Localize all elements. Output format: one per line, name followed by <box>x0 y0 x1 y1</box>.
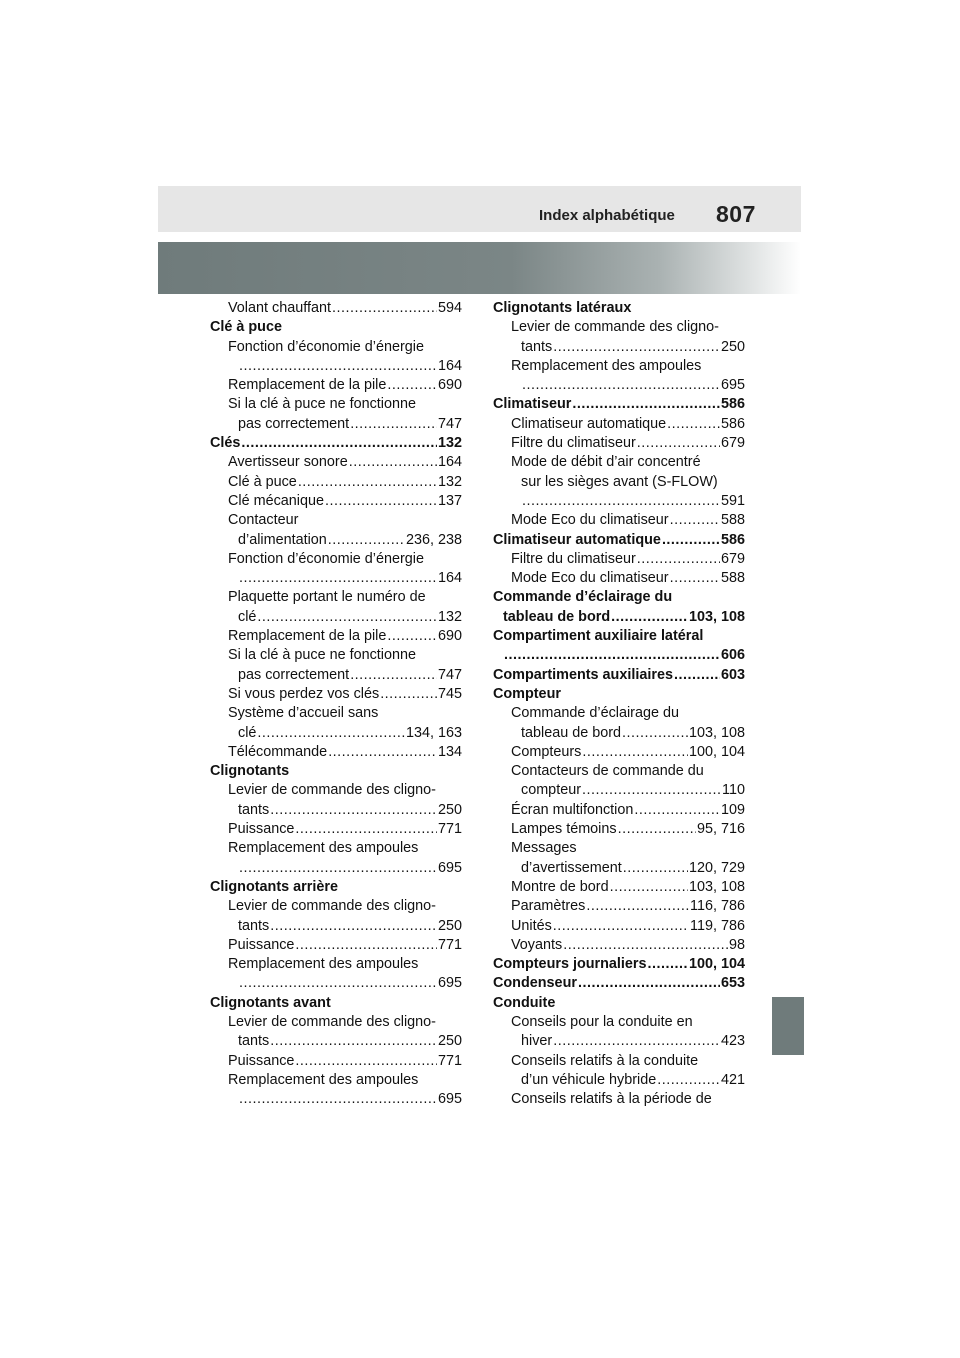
entry-page-ref: 591 <box>720 492 745 509</box>
index-entry <box>210 1071 462 1090</box>
entry-text: pas correctement <box>238 415 350 432</box>
index-entry <box>493 608 745 627</box>
entry-text: Mode de débit d’air concentré <box>511 454 701 471</box>
entry-page-ref: 421 <box>720 1071 745 1088</box>
entry-page-ref: 695 <box>437 975 462 992</box>
index-entry <box>493 704 745 723</box>
entry-page-ref: 119, 786 <box>690 917 745 934</box>
dot-leader <box>350 415 437 434</box>
entry-text: Levier de commande des cligno- <box>228 898 436 915</box>
entry-text: Remplacement des ampoules <box>228 840 419 857</box>
index-entry <box>493 724 745 743</box>
entry-text: Clignotants <box>210 763 290 780</box>
index-entry <box>493 550 745 569</box>
entry-text: tableau de bord <box>521 724 622 741</box>
entry-text: Clignotants avant <box>210 994 331 1011</box>
entry-text: tants <box>238 917 270 934</box>
dot-leader <box>522 376 720 395</box>
entry-text: Si la clé à puce ne fonctionne <box>228 647 417 664</box>
index-entry <box>210 434 462 453</box>
index-entry <box>210 724 462 743</box>
dot-leader <box>295 936 437 955</box>
entry-text: Remplacement des ampoules <box>228 956 419 973</box>
index-entry <box>210 415 462 434</box>
dot-leader <box>380 685 437 704</box>
index-entry <box>210 704 462 723</box>
dot-leader <box>522 492 720 511</box>
entry-text: Puissance <box>228 821 295 838</box>
entry-text: compteur <box>521 782 581 799</box>
entry-text: Filtre du climatiseur <box>511 435 636 452</box>
dot-leader <box>239 1090 437 1109</box>
entry-text: d’alimentation <box>238 531 327 548</box>
entry-text: d’avertissement <box>521 859 622 876</box>
entry-text: sur les sièges avant (S-FLOW) <box>521 473 718 490</box>
index-entry <box>493 646 745 665</box>
entry-page-ref: 695 <box>720 377 745 394</box>
entry-text: Avertisseur sonore <box>228 454 348 471</box>
entry-text: Levier de commande des cligno- <box>228 782 436 799</box>
index-entry <box>210 955 462 974</box>
dot-leader <box>637 550 720 569</box>
dot-leader <box>582 781 721 800</box>
dot-leader <box>610 878 688 897</box>
index-entry <box>493 318 745 337</box>
entry-text: Condenseur <box>493 975 577 992</box>
index-entry <box>493 395 745 414</box>
index-entry <box>493 781 745 800</box>
entry-page-ref: 134 <box>437 743 462 760</box>
index-entry <box>210 897 462 916</box>
entry-text: Si vous perdez vos clés <box>228 685 380 702</box>
entry-text: Climatiseur automatique <box>511 415 667 432</box>
entry-text: Remplacement de la pile <box>228 628 387 645</box>
entry-page-ref: 679 <box>720 550 745 567</box>
entry-page-ref: 103, 108 <box>688 878 745 895</box>
entry-text: Unités <box>511 917 552 934</box>
entry-text: tableau de bord <box>503 608 611 625</box>
entry-page-ref: 747 <box>437 415 462 432</box>
entry-text: Conseils relatifs à la conduite <box>511 1052 699 1069</box>
entry-text: clé <box>238 608 257 625</box>
entry-text: Climatiseur <box>493 396 572 413</box>
entry-page-ref: 586 <box>720 531 745 548</box>
index-entry <box>210 839 462 858</box>
index-entry <box>210 936 462 955</box>
index-entry <box>493 492 745 511</box>
entry-page-ref: 653 <box>720 975 745 992</box>
entry-text: tants <box>238 1033 270 1050</box>
entry-text: clé <box>238 724 257 741</box>
entry-text: Compteurs journaliers <box>493 956 647 973</box>
index-entry <box>210 395 462 414</box>
entry-text: Montre de bord <box>511 878 609 895</box>
entry-page-ref: 116, 786 <box>690 898 745 915</box>
dot-leader <box>563 936 728 955</box>
entry-page-ref: 132 <box>437 473 462 490</box>
index-entry <box>210 453 462 472</box>
index-entry <box>210 550 462 569</box>
entry-text: Compteur <box>493 685 561 702</box>
index-entry <box>493 839 745 858</box>
entry-page-ref: 250 <box>437 917 462 934</box>
entry-text: Clignotants latéraux <box>493 300 632 316</box>
dot-leader <box>239 859 437 878</box>
index-entry <box>210 627 462 646</box>
entry-page-ref: 771 <box>437 936 462 953</box>
index-column-left <box>210 299 462 1109</box>
index-entry <box>210 917 462 936</box>
entry-page-ref: 606 <box>720 647 745 664</box>
entry-text: d’un véhicule hybride <box>521 1071 657 1088</box>
dot-leader <box>623 859 688 878</box>
dot-leader <box>553 338 720 357</box>
dot-leader <box>611 608 688 627</box>
index-entry <box>210 859 462 878</box>
entry-text: Fonction d’économie d’énergie <box>228 550 424 567</box>
entry-page-ref: 586 <box>720 415 745 432</box>
entry-text: Clés <box>210 435 241 452</box>
dot-leader <box>349 453 437 472</box>
dot-leader <box>239 357 437 376</box>
index-entry <box>493 588 745 607</box>
index-entry <box>210 376 462 395</box>
dot-leader <box>298 473 437 492</box>
dot-leader <box>332 299 437 318</box>
dot-leader <box>328 531 405 550</box>
entry-page-ref: 164 <box>437 454 462 471</box>
index-entry <box>493 859 745 878</box>
index-entry <box>210 473 462 492</box>
dot-leader <box>257 608 437 627</box>
entry-page-ref: 98 <box>728 936 745 953</box>
entry-page-ref: 110 <box>722 782 745 799</box>
entry-page-ref: 95, 716 <box>696 821 745 838</box>
index-entry <box>210 666 462 685</box>
entry-text: Mode Eco du climatiseur <box>511 512 669 529</box>
entry-page-ref: 695 <box>437 859 462 876</box>
index-entry <box>493 994 745 1013</box>
dot-leader <box>667 415 720 434</box>
index-entry <box>210 878 462 897</box>
dot-leader <box>622 724 688 743</box>
entry-text: Remplacement des ampoules <box>228 1071 419 1088</box>
index-entry <box>493 1052 745 1071</box>
page-number: 807 <box>716 201 756 227</box>
entry-page-ref: 137 <box>437 492 462 509</box>
entry-page-ref: 588 <box>720 512 745 529</box>
index-entry <box>493 955 745 974</box>
entry-page-ref: 250 <box>437 801 462 818</box>
dot-leader <box>553 1032 720 1051</box>
entry-text: Conseils relatifs à la période de <box>511 1091 712 1108</box>
dot-leader <box>325 492 437 511</box>
dot-leader <box>637 434 720 453</box>
dot-leader <box>662 531 720 550</box>
index-entry <box>210 569 462 588</box>
entry-text: Contacteurs de commande du <box>511 763 704 780</box>
index-entry <box>493 376 745 395</box>
entry-text: tants <box>521 338 553 355</box>
dot-leader <box>295 820 437 839</box>
entry-text: Levier de commande des cligno- <box>228 1013 436 1030</box>
entry-page-ref: 109 <box>720 801 745 818</box>
index-entry <box>210 299 462 318</box>
dot-leader <box>670 511 720 530</box>
index-entry <box>493 1071 745 1090</box>
page-title: Index alphabétique <box>539 207 675 224</box>
entry-text: Système d’accueil sans <box>228 705 379 722</box>
entry-text: Télécommande <box>228 743 328 760</box>
entry-page-ref: 134, 163 <box>405 724 462 741</box>
entry-page-ref: 588 <box>720 570 745 587</box>
index-entry <box>210 743 462 762</box>
index-entry <box>210 338 462 357</box>
entry-text: Clé à puce <box>228 473 297 490</box>
entry-page-ref: 250 <box>437 1033 462 1050</box>
entry-text: Clignotants arrière <box>210 878 338 895</box>
index-entry <box>493 762 745 781</box>
dot-leader <box>553 917 689 936</box>
index-entry <box>210 1052 462 1071</box>
dot-leader <box>670 569 720 588</box>
index-entry <box>493 936 745 955</box>
index-entry <box>210 357 462 376</box>
entry-text: Conseils pour la conduite en <box>511 1013 693 1030</box>
dot-leader <box>257 724 405 743</box>
index-entry <box>210 1090 462 1109</box>
dot-leader <box>674 666 720 685</box>
entry-text: Lampes témoins <box>511 821 617 838</box>
entry-text: Compartiments auxiliaires <box>493 666 673 683</box>
entry-text: Puissance <box>228 1052 295 1069</box>
entry-text: Volant chauffant <box>228 300 331 316</box>
entry-page-ref: 423 <box>720 1033 745 1050</box>
dot-leader <box>582 743 688 762</box>
entry-text: hiver <box>521 1033 553 1050</box>
entry-page-ref: 132 <box>437 435 462 452</box>
index-entry <box>493 627 745 646</box>
entry-page-ref: 236, 238 <box>405 531 462 548</box>
index-entry <box>493 357 745 376</box>
entry-page-ref: 690 <box>437 628 462 645</box>
entry-page-ref: 103, 108 <box>688 608 745 625</box>
index-entry <box>493 453 745 472</box>
index-entry <box>210 588 462 607</box>
entry-text: Conduite <box>493 994 556 1011</box>
dot-leader <box>270 801 437 820</box>
index-entry <box>493 299 745 318</box>
dot-leader <box>572 395 720 414</box>
entry-text: Si la clé à puce ne fonctionne <box>228 396 417 413</box>
index-entry <box>493 434 745 453</box>
entry-text: Climatiseur automatique <box>493 531 661 548</box>
index-entry <box>493 801 745 820</box>
dot-leader <box>618 820 696 839</box>
index-entry <box>493 974 745 993</box>
index-entry <box>210 762 462 781</box>
entry-page-ref: 250 <box>720 338 745 355</box>
entry-text: Paramètres <box>511 898 586 915</box>
index-entry <box>210 1013 462 1032</box>
entry-text: Remplacement de la pile <box>228 377 387 394</box>
dot-leader <box>239 974 437 993</box>
dot-leader <box>270 917 437 936</box>
index-entry <box>493 511 745 530</box>
entry-text: Commande d’éclairage du <box>511 705 679 722</box>
section-banner <box>158 242 801 294</box>
entry-page-ref: 603 <box>720 666 745 683</box>
index-entry <box>493 1032 745 1051</box>
dot-leader <box>295 1052 437 1071</box>
dot-leader <box>586 897 689 916</box>
entry-page-ref: 679 <box>720 435 745 452</box>
dot-leader <box>328 743 437 762</box>
entry-text: Remplacement des ampoules <box>511 357 702 374</box>
entry-text: Puissance <box>228 936 295 953</box>
index-entry <box>493 897 745 916</box>
index-entry <box>493 1090 745 1109</box>
entry-page-ref: 771 <box>437 1052 462 1069</box>
index-entry <box>210 1032 462 1051</box>
index-entry <box>493 743 745 762</box>
index-entry <box>210 801 462 820</box>
entry-text: Commande d’éclairage du <box>493 589 673 606</box>
index-entry <box>493 338 745 357</box>
entry-page-ref: 103, 108 <box>688 724 745 741</box>
index-entry <box>210 646 462 665</box>
entry-text: Compteurs <box>511 743 582 760</box>
entry-text: Compartiment auxiliaire latéral <box>493 628 704 645</box>
entry-page-ref: 745 <box>437 685 462 702</box>
index-entry <box>210 685 462 704</box>
header-band <box>158 186 801 232</box>
entry-text: Plaquette portant le numéro de <box>228 589 426 606</box>
index-entry <box>493 820 745 839</box>
entry-text: Contacteur <box>228 512 299 529</box>
entry-text: pas correctement <box>238 666 350 683</box>
index-entry <box>493 415 745 434</box>
entry-page-ref: 690 <box>437 377 462 394</box>
section-thumb-tab <box>772 997 804 1055</box>
entry-page-ref: 132 <box>437 608 462 625</box>
index-entry <box>493 685 745 704</box>
entry-text: Écran multifonction <box>511 801 634 818</box>
entry-page-ref: 594 <box>437 300 462 316</box>
index-entry <box>210 608 462 627</box>
index-entry <box>493 917 745 936</box>
index-entry <box>210 781 462 800</box>
dot-leader <box>648 955 688 974</box>
dot-leader <box>387 376 437 395</box>
entry-text: Messages <box>511 840 577 857</box>
index-entry <box>210 531 462 550</box>
index-entry <box>493 473 745 492</box>
entry-text: Mode Eco du climatiseur <box>511 570 669 587</box>
entry-page-ref: 164 <box>437 570 462 587</box>
entry-page-ref: 100, 104 <box>688 743 745 760</box>
dot-leader <box>504 646 720 665</box>
index-entry <box>493 666 745 685</box>
entry-text: Fonction d’économie d’énergie <box>228 338 424 355</box>
index-entry <box>210 492 462 511</box>
dot-leader <box>350 666 437 685</box>
entry-page-ref: 120, 729 <box>688 859 745 876</box>
index-entry <box>210 318 462 337</box>
dot-leader <box>634 801 720 820</box>
entry-text: Levier de commande des cligno- <box>511 319 719 336</box>
entry-page-ref: 747 <box>437 666 462 683</box>
index-entry <box>210 994 462 1013</box>
index-column-right <box>493 299 745 1109</box>
entry-text: tants <box>238 801 270 818</box>
dot-leader <box>578 974 720 993</box>
dot-leader <box>241 434 437 453</box>
index-entry <box>493 531 745 550</box>
entry-text: Clé mécanique <box>228 492 324 509</box>
index-entry <box>493 569 745 588</box>
index-entry <box>493 878 745 897</box>
entry-text: Filtre du climatiseur <box>511 550 636 567</box>
entry-page-ref: 100, 104 <box>688 956 745 973</box>
entry-text: Voyants <box>511 936 563 953</box>
index-entry <box>210 974 462 993</box>
entry-page-ref: 164 <box>437 357 462 374</box>
dot-leader <box>239 569 437 588</box>
index-entry <box>210 511 462 530</box>
dot-leader <box>270 1032 437 1051</box>
index-entry <box>493 1013 745 1032</box>
entry-page-ref: 586 <box>720 396 745 413</box>
entry-text: Clé à puce <box>210 319 282 336</box>
dot-leader <box>657 1071 720 1090</box>
entry-page-ref: 695 <box>437 1091 462 1108</box>
index-entry <box>210 820 462 839</box>
dot-leader <box>387 627 437 646</box>
entry-page-ref: 771 <box>437 821 462 838</box>
